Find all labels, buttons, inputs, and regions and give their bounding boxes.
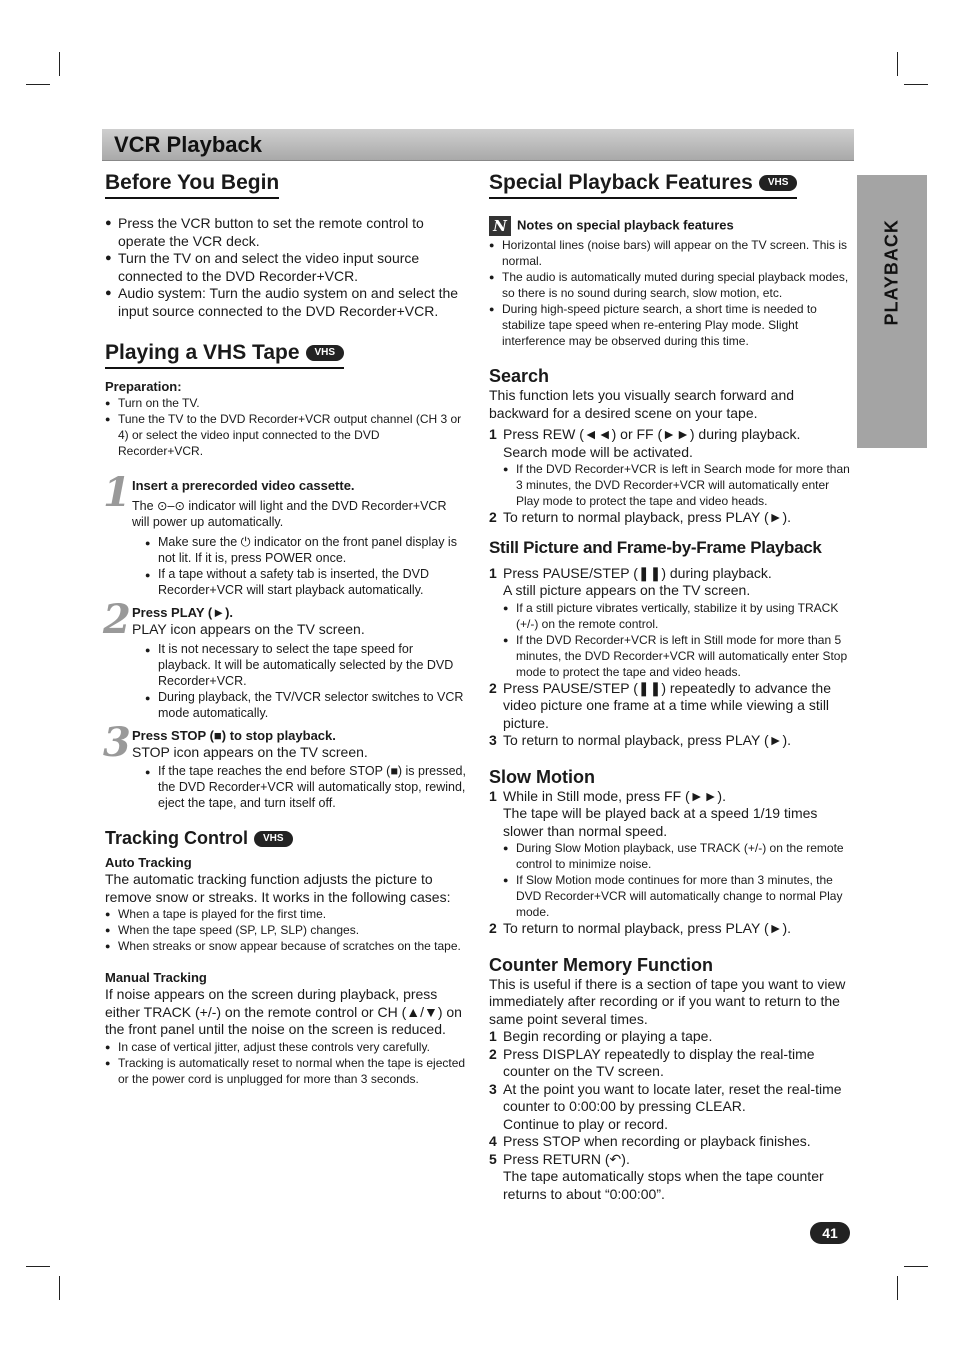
list-item: ● If the DVD Recorder+VCR is left in Search mode for more than 3 minutes, the DVD Recorder+VCR will automatically enter Play mode to protect the tape and video heads.: [503, 461, 853, 509]
step-number: 3: [103, 718, 131, 766]
crop-mark: [904, 1266, 928, 1267]
list-item: ● Turn on the TV.: [105, 395, 467, 411]
side-tab: [857, 175, 927, 448]
side-tab-label: PLAYBACK: [881, 219, 902, 326]
list-item: ● If Slow Motion mode continues for more than 3 minutes, the DVD Recorder+VCR will automatically change to normal Play mode.: [503, 872, 853, 920]
before-heading: Before You Begin: [105, 170, 279, 199]
vhs-heading: [105, 340, 344, 369]
crop-mark: [26, 84, 50, 85]
step-text: To return to normal playback, press PLAY (►).: [503, 732, 792, 748]
list-item: ● Press the VCR button to set the remote control to operate the VCR deck.: [105, 215, 467, 250]
step-text: Press DISPLAY repeatedly to display the real-time counter on the TV screen.: [503, 1045, 815, 1079]
step-text: The tape automatically stops when the tape counter returns to about “0:00:00”.: [503, 1168, 824, 1202]
list-item: [489, 426, 853, 509]
slow-motion-section: [489, 766, 853, 938]
step-number: 2: [103, 596, 131, 643]
special-notes: [489, 237, 853, 349]
list-item: [489, 1151, 853, 1204]
step-title: Press PLAY (►).: [132, 605, 234, 620]
manual-tracking-list: [105, 1039, 467, 1087]
tracking-section: [105, 827, 467, 1087]
step-title: Press STOP (■) to stop playback.: [132, 727, 336, 743]
step-3: [103, 718, 467, 812]
list-item: ● Turn the TV on and select the video input source connected to the DVD Recorder+VCR.: [105, 250, 467, 285]
auto-tracking-list: [105, 906, 467, 954]
step-text: Press PAUSE/STEP (❚❚) during playback.: [503, 564, 772, 581]
vhs-badge: VHS: [759, 175, 798, 191]
vhs-badge: VHS: [306, 345, 345, 361]
list-item: ● If the DVD Recorder+VCR is left in Still mode for more than 5 minutes, the DVD Recorder+VCR will automatically enter Stop mode to protect the tape and video heads.: [503, 632, 853, 680]
vhs-heading-text: Playing a VHS Tape: [105, 341, 300, 364]
counter-memory-section: [489, 954, 853, 1204]
list-item: ● When the tape speed (SP, LP, SLP) changes.: [105, 922, 467, 938]
step-text: Search mode will be activated.: [503, 443, 693, 460]
step-text: At the point you want to locate later, reset the real-time counter to 0:00:00 by pressing CLEAR.: [503, 1080, 842, 1114]
slow-heading: Slow Motion: [489, 766, 595, 787]
playing-vhs-section: [105, 340, 467, 811]
list-item: ● The audio is automatically muted during special playback modes, so there is no sound during search, slow motion, etc.: [489, 269, 853, 301]
page-title: VCR Playback: [114, 132, 262, 157]
crop-mark: [59, 1276, 60, 1300]
step-number: 5: [489, 1150, 497, 1167]
note-icon: N: [489, 216, 511, 236]
list-item: ● In case of vertical jitter, adjust these controls very carefully.: [105, 1039, 467, 1055]
step-text: Continue to play or record.: [503, 1115, 668, 1132]
step-text: While in Still mode, press FF (►►).: [503, 787, 726, 804]
list-item: [489, 1028, 853, 1046]
step-number: 3: [489, 732, 497, 748]
slow-steps: [489, 788, 853, 938]
list-item: [489, 788, 853, 921]
step-number: 3: [489, 1080, 497, 1097]
notes-title-row: [489, 216, 853, 236]
list-item: ● If a still picture vibrates vertically, stabilize it by using TRACK (+/-) on the remote control.: [503, 600, 853, 632]
step-number: 1: [489, 564, 497, 581]
prep-label: Preparation:: [105, 379, 182, 394]
prep-list: [105, 395, 467, 459]
notes-title: Notes on special playback features: [517, 217, 734, 233]
step-number: 2: [489, 1045, 497, 1062]
step-number: 4: [489, 1133, 497, 1149]
step-title: Insert a prerecorded video cassette.: [132, 478, 355, 493]
page-number: 41: [810, 1222, 850, 1244]
vhs-badge: VHS: [254, 831, 293, 847]
list-item: ● During playback, the TV/VCR selector switches to VCR mode automatically.: [145, 689, 467, 721]
crop-mark: [904, 84, 928, 85]
step-text: PLAY icon appears on the TV screen.: [132, 621, 365, 637]
still-section: [489, 537, 853, 750]
manual-tracking-label: Manual Tracking: [105, 970, 207, 985]
step-text: Press PAUSE/STEP (❚❚) repeatedly to advance the video picture one frame at a time while viewing a still picture.: [503, 679, 831, 731]
step-text: STOP icon appears on the TV screen.: [132, 743, 368, 760]
step-number: 2: [489, 920, 497, 936]
list-item: [489, 732, 853, 750]
step-text: Press STOP when recording or playback finishes.: [503, 1133, 811, 1149]
before-you-begin-section: [105, 170, 467, 320]
counter-heading: Counter Memory Function: [489, 954, 713, 975]
list-item: ● If a tape without a safety tab is inserted, the DVD Recorder+VCR will start playback automatically.: [145, 566, 467, 598]
list-item: ● Audio system: Turn the audio system on and select the input source connected to the DVD Recorder+VCR.: [105, 285, 467, 320]
counter-steps: [489, 1028, 853, 1203]
list-item: ● During Slow Motion playback, use TRACK (+/-) on the remote control to minimize noise.: [503, 840, 853, 872]
special-heading-text: Special Playback Features: [489, 171, 753, 194]
step-text: Press REW (◄◄) or FF (►►) during playback.: [503, 426, 801, 442]
section-title-bar: [102, 129, 854, 161]
step-number: 2: [489, 679, 497, 696]
special-playback-section: [489, 170, 853, 349]
auto-tracking-label: Auto Tracking: [105, 855, 192, 870]
step-2: [103, 596, 467, 721]
search-steps: [489, 426, 853, 527]
list-item: [489, 1133, 853, 1151]
crop-mark: [897, 1276, 898, 1300]
left-column: [105, 170, 467, 1087]
before-list: [105, 215, 467, 320]
still-steps: [489, 565, 853, 750]
step-notes: [503, 840, 853, 920]
step-text: Press RETURN (↶).: [503, 1150, 630, 1167]
step-1: [103, 469, 467, 598]
step-text: The tape will be played back at a speed 1/19 times slower than normal speed.: [503, 805, 818, 839]
right-column: [489, 170, 853, 1203]
counter-intro: This is useful if there is a section of tape you want to view immediately after recording or if you want to return to the same point several times.: [489, 975, 846, 1027]
step-number: 1: [103, 469, 131, 516]
list-item: [489, 1081, 853, 1134]
search-intro: This function lets you visually search forward and backward for a desired scene on your tape.: [489, 387, 795, 421]
step-text: To return to normal playback, press PLAY (►).: [503, 509, 792, 525]
list-item: ● Tune the TV to the DVD Recorder+VCR output channel (CH 3 or 4) or select the video input connected to the DVD Recorder+VCR.: [105, 411, 467, 459]
step-text: To return to normal playback, press PLAY (►).: [503, 920, 792, 936]
step-text: A still picture appears on the TV screen.: [503, 582, 751, 598]
list-item: ● During high-speed picture search, a short time is needed to stabilize tape speed when re-entering Play mode. Slight interference may be observed during this time.: [489, 301, 853, 349]
search-heading: Search: [489, 366, 550, 386]
list-item: ● Horizontal lines (noise bars) will appear on the TV screen. This is normal.: [489, 237, 853, 269]
step-number: 1: [489, 426, 497, 442]
step-notes: [132, 763, 467, 811]
list-item: ● It is not necessary to select the tape speed for playback. It will be automatically selected by the DVD Recorder+VCR.: [145, 641, 467, 689]
list-item: [489, 565, 853, 680]
list-item: ● When a tape is played for the first time.: [105, 906, 467, 922]
list-item: [489, 509, 853, 527]
still-heading: Still Picture and Frame-by-Frame Playback: [489, 537, 822, 557]
step-number: 2: [489, 509, 497, 525]
tracking-heading: [105, 827, 467, 849]
step-notes: [503, 600, 853, 680]
search-section: [489, 365, 853, 527]
tracking-heading-text: Tracking Control: [105, 828, 249, 848]
step-text: Begin recording or playing a tape.: [503, 1028, 713, 1044]
list-item: [489, 1046, 853, 1081]
list-item: ● If the tape reaches the end before STOP (■) is pressed, the DVD Recorder+VCR will automatically stop, rewind, eject the tape, and turn itself off.: [145, 763, 467, 811]
step-notes: [132, 641, 467, 721]
list-item: [489, 680, 853, 733]
step-notes: [132, 534, 467, 598]
step-notes: [503, 461, 853, 509]
crop-mark: [26, 1266, 50, 1267]
list-item: [489, 920, 853, 938]
step-number: 1: [489, 787, 497, 804]
list-item: ● When streaks or snow appear because of scratches on the tape.: [105, 938, 467, 954]
crop-mark: [59, 52, 60, 76]
auto-tracking-text: The automatic tracking function adjusts the picture to remove snow or streaks. It works in the following cases:: [105, 871, 451, 905]
step-text: The ⊙–⊙ indicator will light and the DVD Recorder+VCR will power up automatically.: [132, 499, 447, 529]
crop-mark: [897, 52, 898, 76]
list-item: ● Tracking is automatically reset to normal when the tape is ejected or the power cord is unplugged for more than 3 seconds.: [105, 1055, 467, 1087]
manual-tracking-text: If noise appears on the screen during playback, press either TRACK (+/-) on the remote control or CH (▲/▼) on the front panel until the noise on the screen is reduced.: [105, 986, 462, 1037]
list-item: ● Make sure the ⏻ indicator on the front panel display is not lit. If it is, press POWER once.: [145, 534, 467, 566]
step-number: 1: [489, 1028, 497, 1044]
special-heading: [489, 170, 797, 199]
